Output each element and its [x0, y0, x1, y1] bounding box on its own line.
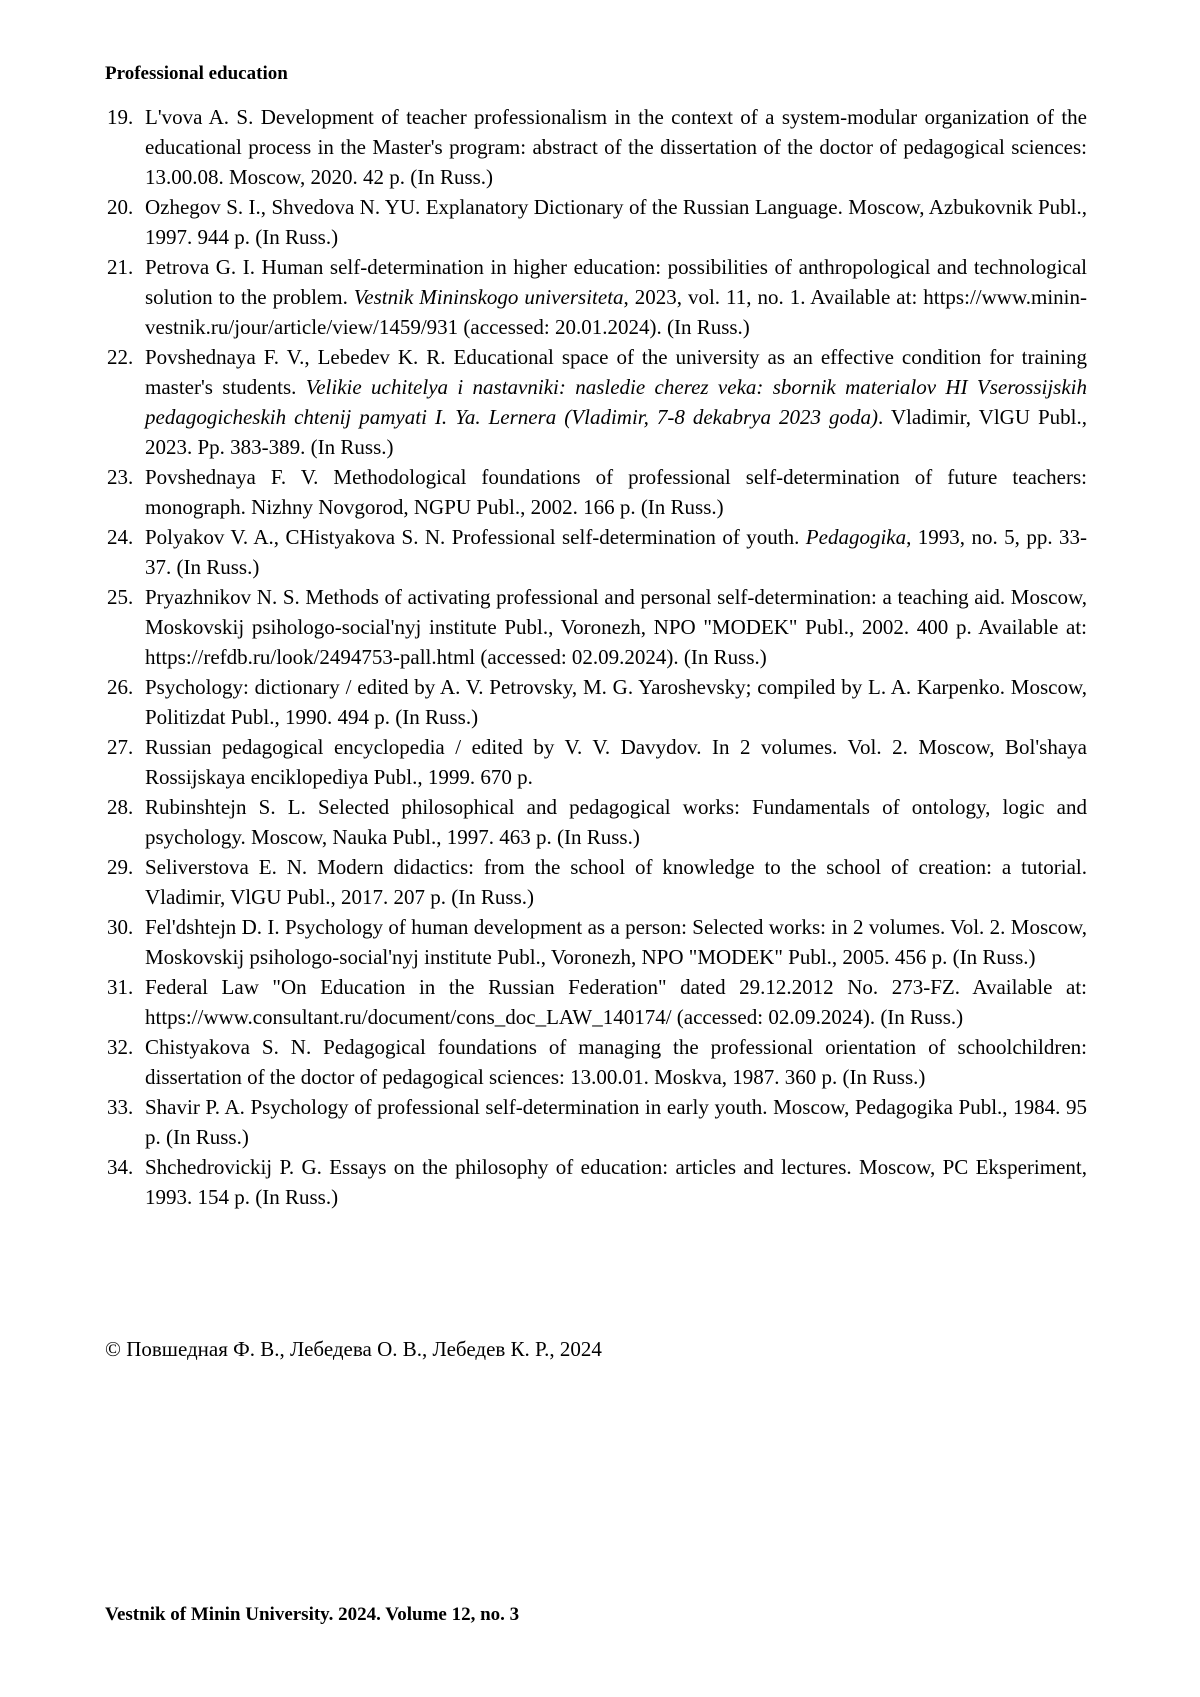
reference-item [105, 1032, 1087, 1092]
reference-text: Povshednaya F. V., Lebedev K. R. Educational space of the university as an effective condition for training master's students. Velikie uchitelya i nastavniki: nasledie cherez veka: sbornik materialov HI Vserossijskih pedagogicheskih chtenij pamyati I. Ya. Lernera (Vladimir, 7-8 dekabrya 2023 goda). Vladimir, VlGU Publ., 2023. Pp. 383-389. (In Russ.) [145, 345, 1088, 459]
reference-number: 25. [107, 585, 134, 609]
reference-number: 29. [107, 855, 134, 879]
journal-footer: Vestnik of Minin University. 2024. Volume 12, no. 3 [105, 1604, 520, 1625]
reference-item [105, 582, 1087, 672]
reference-number: 33. [107, 1095, 134, 1119]
copyright-line: © Повшедная Ф. В., Лебедева О. В., Лебедев К. Р., 2024 [105, 1337, 602, 1361]
reference-text: Polyakov V. A., CHistyakova S. N. Professional self-determination of youth. Pedagogika, 1993, no. 5, pp. 33-37. (In Russ.) [145, 525, 1087, 579]
reference-item [105, 912, 1087, 972]
page-content [105, 102, 1087, 1364]
reference-text: Chistyakova S. N. Pedagogical foundations of managing the professional orientation of schoolchildren: dissertation of the doctor of pedagogical sciences: 13.00.01. Moskva, 1987. 360 p. (In Russ.) [145, 1035, 1087, 1089]
reference-text: Russian pedagogical encyclopedia / edited by V. V. Davydov. In 2 volumes. Vol. 2. Moscow, Bol'shaya Rossijskaya enciklopediya Publ., 1999. 670 p. [145, 735, 1087, 789]
reference-number: 26. [107, 675, 134, 699]
reference-text: Seliverstova E. N. Modern didactics: from the school of knowledge to the school of creation: a tutorial. Vladimir, VlGU Publ., 2017. 207 p. (In Russ.) [145, 855, 1087, 909]
reference-item [105, 1092, 1087, 1152]
reference-number: 32. [107, 1035, 134, 1059]
reference-text: Fel'dshtejn D. I. Psychology of human development as a person: Selected works: in 2 volumes. Vol. 2. Moscow, Moskovskij psihologo-social'nyj institute Publ., Voronezh, NPO "MODEK" Publ., 2005. 456 p. (In Russ.) [145, 915, 1087, 969]
reference-text: Shavir P. A. Psychology of professional self-determination in early youth. Moscow, Pedagogika Publ., 1984. 95 p. (In Russ.) [145, 1095, 1087, 1149]
reference-item [105, 852, 1087, 912]
reference-number: 30. [107, 915, 134, 939]
reference-number: 31. [107, 975, 134, 999]
reference-number: 23. [107, 465, 134, 489]
reference-item [105, 1152, 1087, 1212]
reference-text: L'vova A. S. Development of teacher professionalism in the context of a system-modular organization of the educational process in the Master's program: abstract of the dissertation of the doctor of pedagogical sciences: 13.00.08. Moscow, 2020. 42 p. (In Russ.) [145, 105, 1087, 189]
reference-item [105, 522, 1087, 582]
reference-item [105, 102, 1087, 192]
reference-number: 24. [107, 525, 134, 549]
reference-text: Petrova G. I. Human self-determination in higher education: possibilities of anthropological and technological solution to the problem. Vestnik Mininskogo universiteta, 2023, vol. 11, no. 1. Available at: https://www.minin-vestnik.ru/jour/article/view/1459/931 (accessed: 20.01.2024). (In Russ.) [145, 255, 1087, 339]
reference-text: Federal Law "On Education in the Russian Federation" dated 29.12.2012 No. 273-FZ. Available at: https://www.consultant.ru/document/cons_doc_LAW_140174/ (accessed: 02.09.2024). (In Russ.) [145, 975, 1087, 1029]
reference-item [105, 342, 1087, 462]
reference-text: Pryazhnikov N. S. Methods of activating professional and personal self-determination: a teaching aid. Moscow, Moskovskij psihologo-social'nyj institute Publ., Voronezh, NPO "MODEK" Publ., 2002. 400 p. Available at: https://refdb.ru/look/2494753-pall.html (accessed: 02.09.2024). (In Russ.) [145, 585, 1087, 669]
references-list [105, 102, 1087, 1212]
reference-text: Ozhegov S. I., Shvedova N. YU. Explanatory Dictionary of the Russian Language. Moscow, Azbukovnik Publ., 1997. 944 p. (In Russ.) [145, 195, 1087, 249]
reference-item [105, 252, 1087, 342]
reference-number: 27. [107, 735, 134, 759]
reference-item [105, 672, 1087, 732]
reference-number: 19. [107, 105, 134, 129]
running-head: Professional education [105, 63, 288, 84]
reference-text: Povshednaya F. V. Methodological foundations of professional self-determination of future teachers: monograph. Nizhny Novgorod, NGPU Publ., 2002. 166 p. (In Russ.) [145, 465, 1087, 519]
reference-number: 21. [107, 255, 134, 279]
reference-number: 28. [107, 795, 134, 819]
reference-text: Shchedrovickij P. G. Essays on the philosophy of education: articles and lectures. Moscow, PC Eksperiment, 1993. 154 p. (In Russ.) [145, 1155, 1087, 1209]
reference-number: 20. [107, 195, 134, 219]
reference-text: Rubinshtejn S. L. Selected philosophical and pedagogical works: Fundamentals of ontology, logic and psychology. Moscow, Nauka Publ., 1997. 463 p. (In Russ.) [145, 795, 1087, 849]
reference-number: 22. [107, 345, 134, 369]
reference-item [105, 462, 1087, 522]
reference-item [105, 792, 1087, 852]
reference-item [105, 972, 1087, 1032]
reference-text: Psychology: dictionary / edited by A. V. Petrovsky, M. G. Yaroshevsky; compiled by L. A. Karpenko. Moscow, Politizdat Publ., 1990. 494 p. (In Russ.) [145, 675, 1087, 729]
reference-item [105, 732, 1087, 792]
reference-item [105, 192, 1087, 252]
reference-number: 34. [107, 1155, 134, 1179]
